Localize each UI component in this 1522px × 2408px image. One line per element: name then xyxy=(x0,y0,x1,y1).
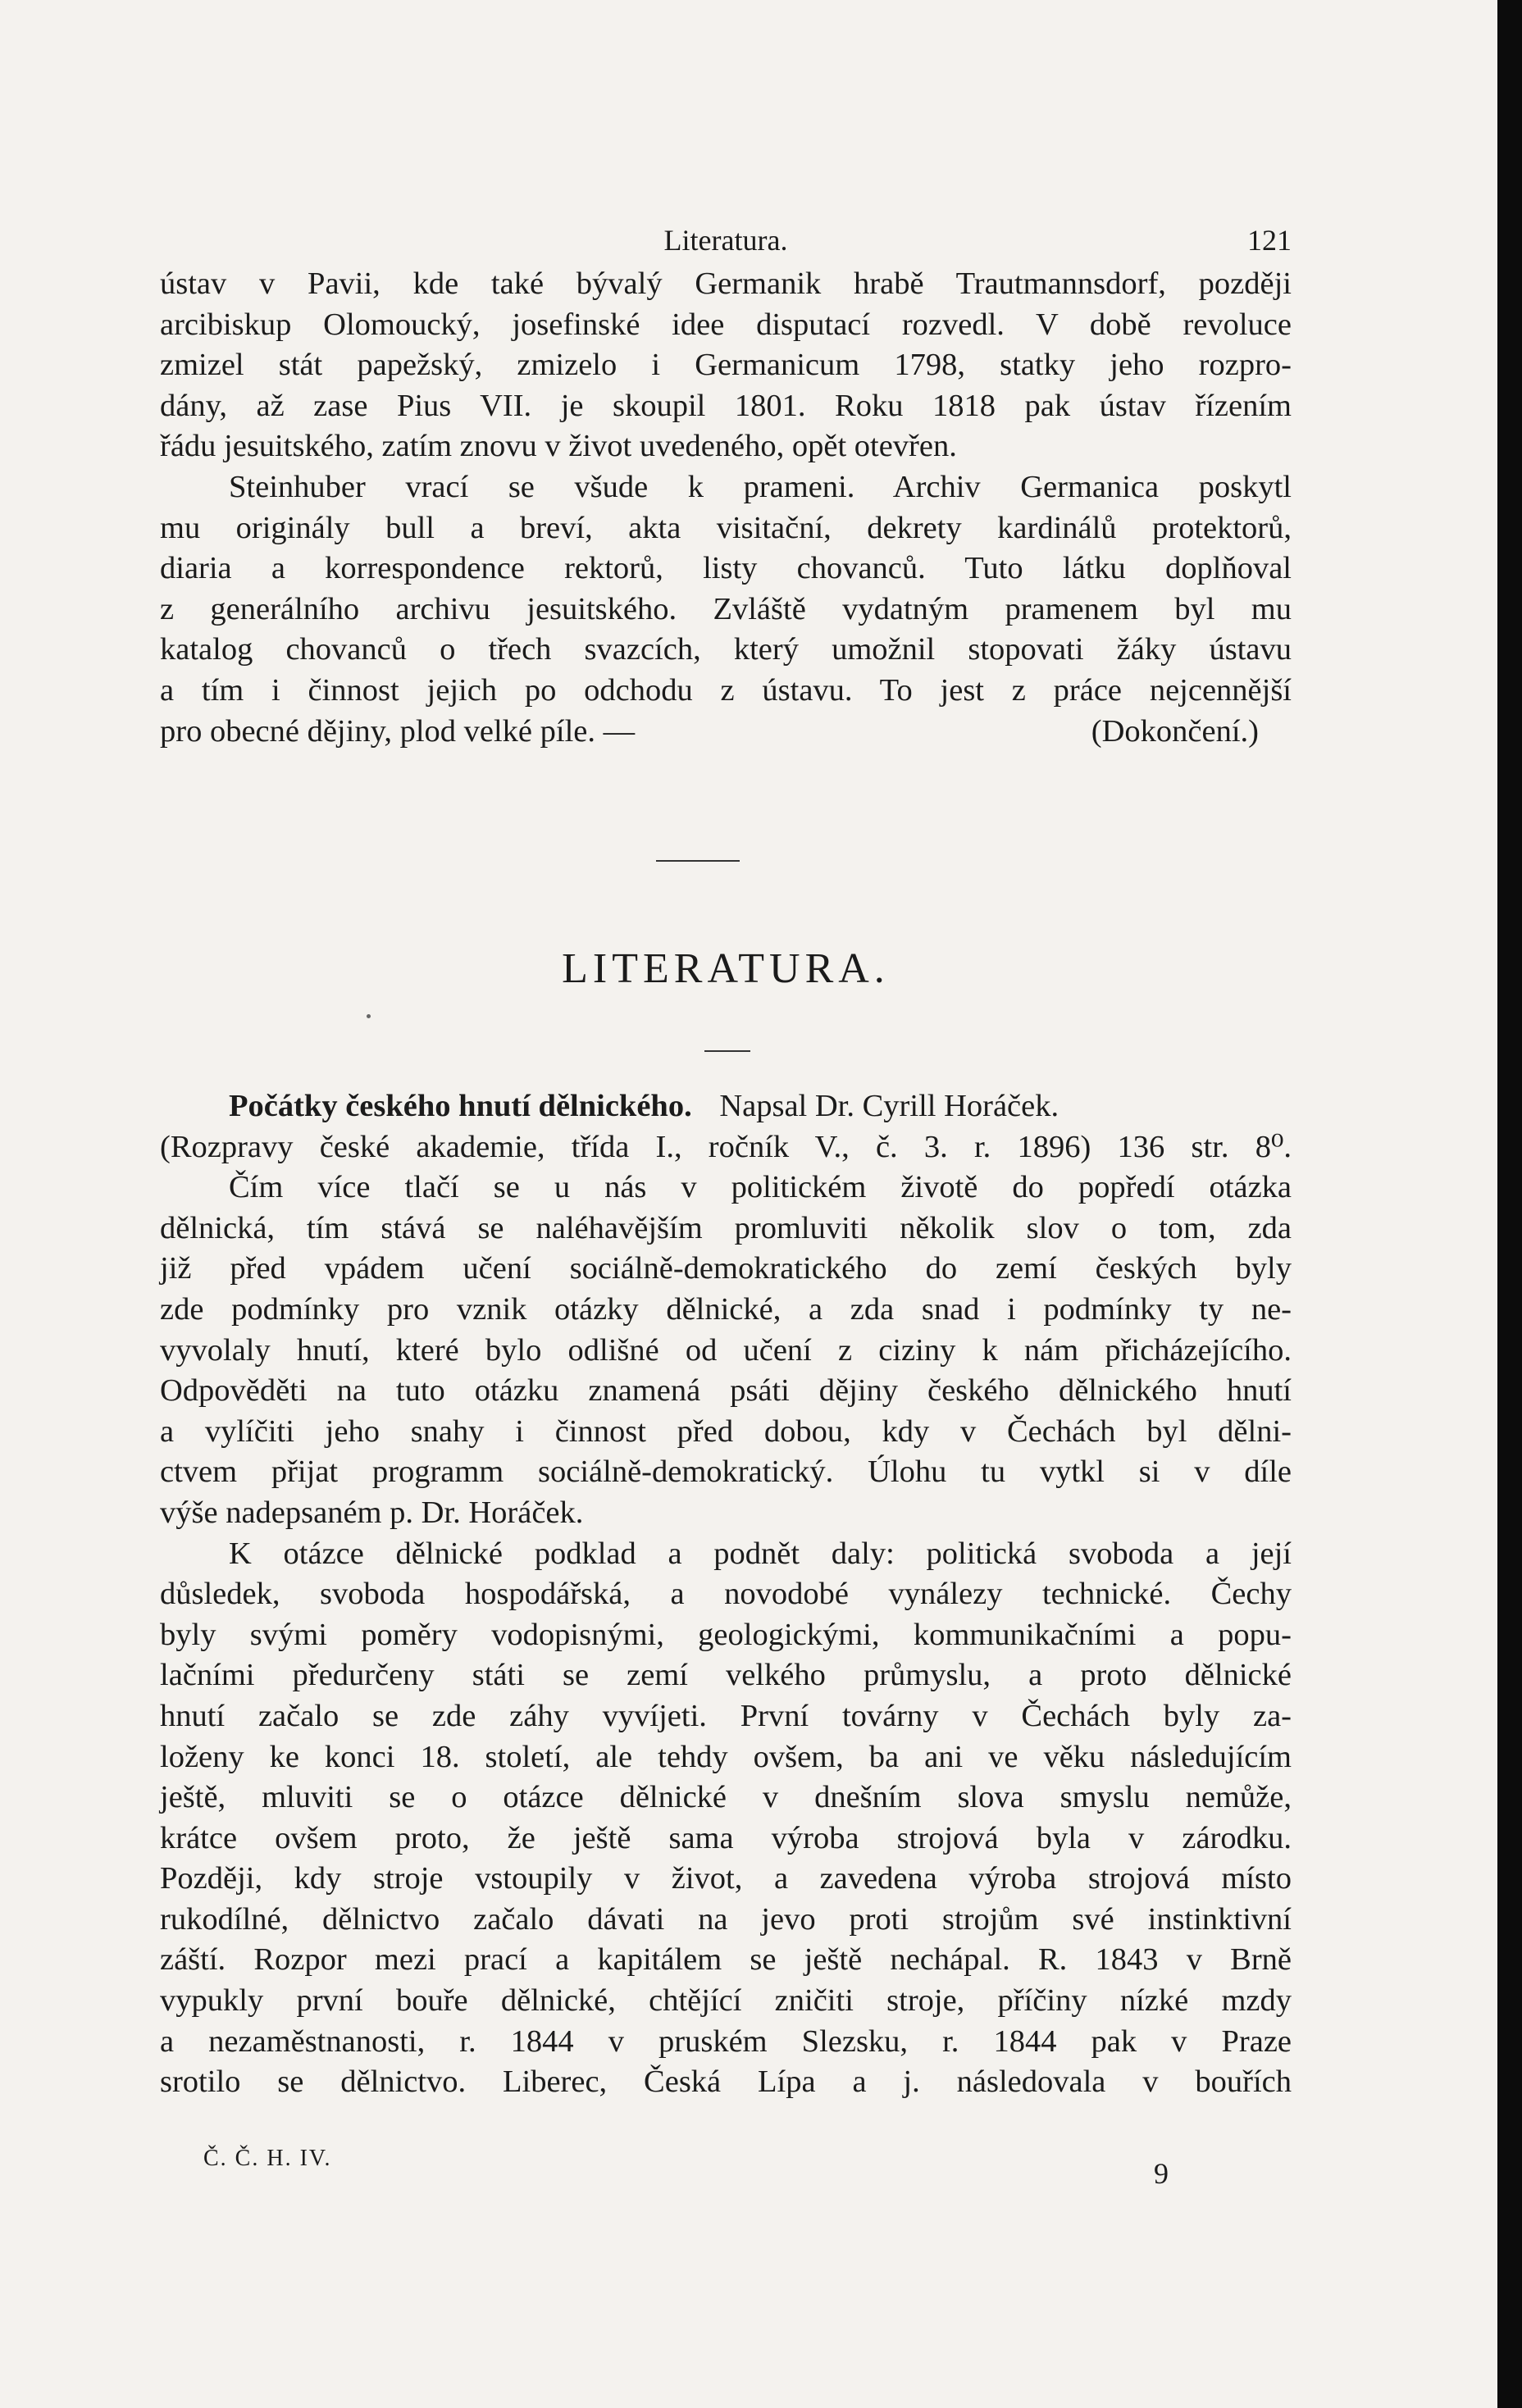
last-line xyxy=(160,712,1292,753)
text-line: Později, kdy stroje vstoupily v život, a zavedena výroba strojová místo xyxy=(160,1861,1292,1896)
text-line: Čím více tlačí se u nás v politickém životě do popředí otázka xyxy=(229,1170,1292,1205)
review-title-line xyxy=(160,1086,1292,1127)
text-line: ústav v Pavii, kde také bývalý Germanik hrabě Trautmannsdorf, později xyxy=(160,266,1292,301)
text-line: srotilo se dělnictvo. Liberec, Česká Lípa a j. následovala v bouřích xyxy=(160,2064,1292,2100)
page-number: 121 xyxy=(1247,224,1292,257)
text-line: hnutí začalo se zde záhy vyvíjeti. První továrny v Čechách byly za- xyxy=(160,1698,1292,1733)
book-title: Počátky českého hnutí dělnického. xyxy=(229,1089,692,1123)
review-paragraph-2 xyxy=(160,1534,1292,2103)
section-divider xyxy=(656,860,740,862)
continued-paragraph-2 xyxy=(160,467,1292,752)
last-line-text: pro obecné dějiny, plod velké píle. — xyxy=(160,713,636,749)
text-line: katalog chovanců o třech svazcích, který umožnil stopovati žáky ústavu xyxy=(160,632,1292,667)
continued-paragraph-1 xyxy=(160,264,1292,467)
text-line: byly svými poměry vodopisnými, geologickými, kommunikačními a popu- xyxy=(160,1617,1292,1652)
text-line: loženy ke konci 18. století, ale tehdy ovšem, ba ani ve věku následujícím xyxy=(160,1739,1292,1774)
text-line: rukodílné, dělnictvo začalo dávati na jevo proti strojům své instinktivní xyxy=(160,1901,1292,1937)
text-line: arcibiskup Olomoucký, josefinské idee disputací rozvedl. V době revoluce xyxy=(160,307,1292,342)
text-line: mu originály bull a breví, akta visitační, dekrety kardinálů protektorů, xyxy=(160,510,1292,545)
book-author: Napsal Dr. Cyrill Horáček. xyxy=(719,1089,1059,1123)
text-line: vyvolaly hnutí, které bylo odlišné od učení z ciziny k nám přicházejícího. xyxy=(160,1332,1292,1368)
scan-page-edge xyxy=(1497,0,1522,2408)
title-underline xyxy=(704,1050,750,1052)
running-title: Literatura. xyxy=(663,224,788,257)
text-line: vypukly první bouře dělnické, chtějící zničiti stroje, příčiny nízké mzdy xyxy=(160,1983,1292,2019)
text-line: zmizel stát papežský, zmizelo i Germanicum 1798, statky jeho rozpro- xyxy=(160,348,1292,383)
text-line: důsledek, svoboda hospodářská, a novodobé vynálezy technické. Čechy xyxy=(160,1577,1292,1612)
text-line: ještě, mluviti se o otázce dělnické v dnešním slova smyslu nemůže, xyxy=(160,1780,1292,1815)
series-line: (Rozpravy české akademie, třída I., ročník V., č. 3. r. 1896) 136 str. 8⁰. xyxy=(160,1129,1292,1164)
text-line: K otázce dělnické podklad a podnět daly: politická svoboda a její xyxy=(229,1536,1292,1571)
text-line: výše nadepsaném p. Dr. Horáček. xyxy=(160,1495,584,1530)
section-title: LITERATURA. xyxy=(562,945,890,992)
review-article xyxy=(160,1086,1292,2103)
printer-signature: Č. Č. H. IV. xyxy=(203,2146,332,2171)
text-line: dány, až zase Pius VII. je skoupil 1801. Roku 1818 pak ústav řízením xyxy=(160,388,1292,423)
text-line: z generálního archivu jesuitského. Zvláště vydatným pramenem byl mu xyxy=(160,591,1292,626)
sheet-number: 9 xyxy=(1154,2157,1169,2190)
text-line: a vylíčiti jeho snahy i činnost před dobou, kdy v Čechách byl dělni- xyxy=(160,1413,1292,1449)
review-heading xyxy=(160,1086,1292,1168)
page-body xyxy=(160,215,1292,752)
text-line: a nezaměstnanosti, r. 1844 v pruském Slezsku, r. 1844 pak v Praze xyxy=(160,2023,1292,2059)
continued-note: (Dokončení.) xyxy=(1091,713,1259,749)
text-line: zde podmínky pro vznik otázky dělnické, a zda snad i podmínky ty ne- xyxy=(160,1291,1292,1327)
text-line: řádu jesuitského, zatím znovu v život uvedeného, opět otevřen. xyxy=(160,429,957,464)
running-header xyxy=(160,215,1292,264)
text-line: lačními předurčeny státi se zemí velkého průmyslu, a proto dělnické xyxy=(160,1658,1292,1693)
text-line: ctvem přijat programm sociálně-demokratický. Úlohu tu vytkl si v díle xyxy=(160,1454,1292,1490)
text-line: a tím i činnost jejich po odchodu z ústavu. To jest z práce nejcennější xyxy=(160,672,1292,708)
review-paragraph-1 xyxy=(160,1168,1292,1533)
print-speck xyxy=(367,1014,371,1018)
text-line: diaria a korrespondence rektorů, listy chovanců. Tuto látku doplňoval xyxy=(160,551,1292,586)
text-line: záští. Rozpor mezi prací a kapitálem se ještě nechápal. R. 1843 v Brně xyxy=(160,1942,1292,1978)
text-line: již před vpádem učení sociálně-demokratického do zemí českých byly xyxy=(160,1251,1292,1286)
text-line: krátce ovšem proto, že ještě sama výroba strojová byla v zárodku. xyxy=(160,1820,1292,1855)
text-line: dělnická, tím stává se naléhavějším promluviti několik slov o tom, zda xyxy=(160,1210,1292,1245)
text-line: Odpověděti na tuto otázku znamená psáti dějiny českého dělnického hnutí xyxy=(160,1373,1292,1409)
text-line: Steinhuber vrací se všude k prameni. Archiv Germanica poskytl xyxy=(229,469,1292,504)
